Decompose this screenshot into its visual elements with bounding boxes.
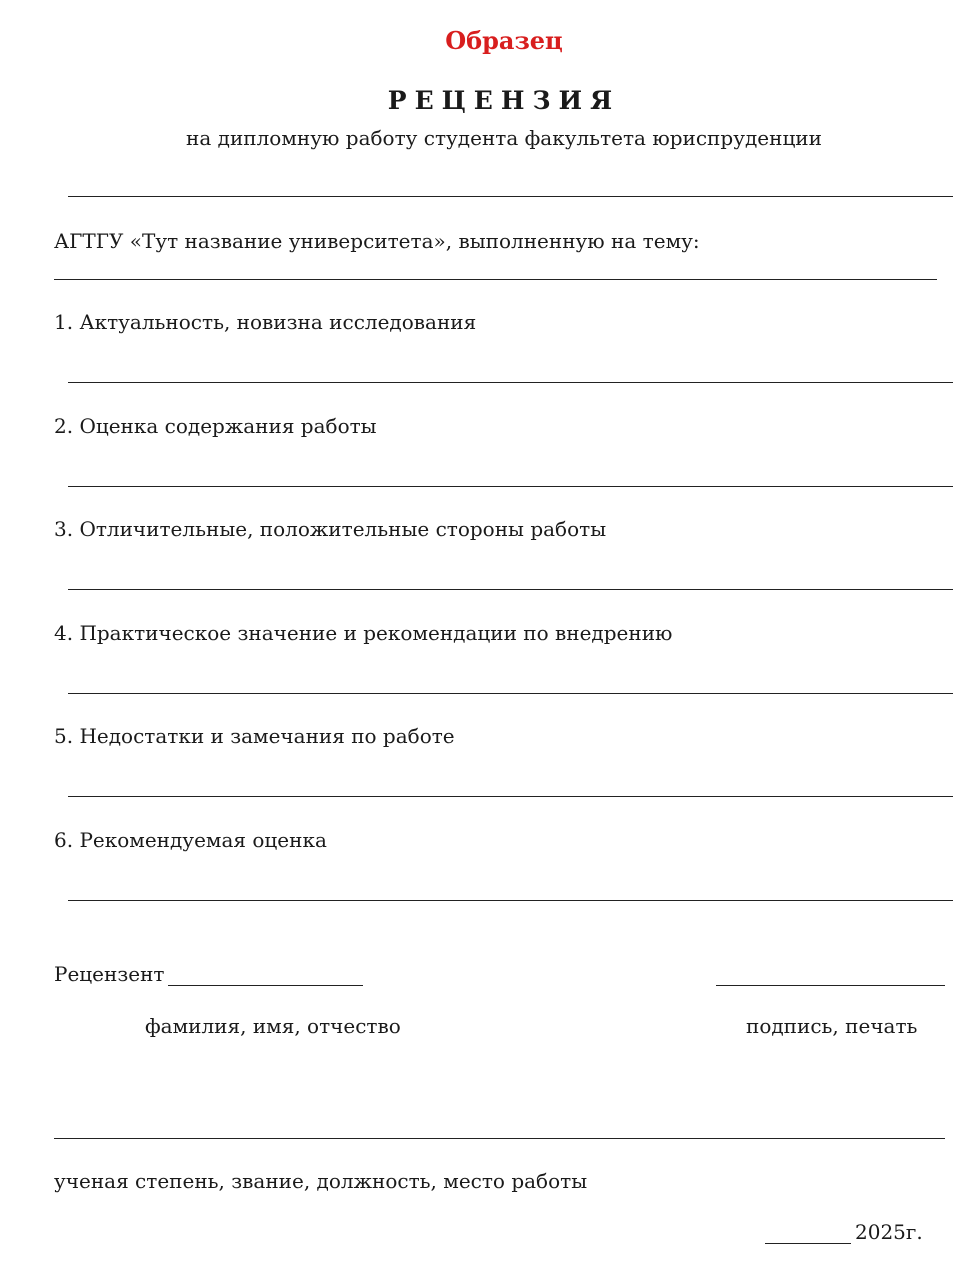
document-title: РЕЦЕНЗИЯ: [387, 86, 621, 115]
university-line: АГТГУ «Тут название университета», выполненную на тему:: [54, 229, 700, 253]
degree-caption: ученая степень, звание, должность, место работы: [54, 1169, 588, 1193]
date-line: [765, 1243, 851, 1244]
reviewer-label: Рецензент: [54, 962, 165, 986]
section-heading: 4. Практическое значение и рекомендации по внедрению: [54, 621, 673, 645]
signature-caption: подпись, печать: [746, 1014, 918, 1038]
section-heading: 5. Недостатки и замечания по работе: [54, 724, 455, 748]
topic-line: [54, 279, 937, 280]
section-answer-line: [68, 589, 953, 590]
name-caption: фамилия, имя, отчество: [145, 1014, 401, 1038]
signature-line: [716, 985, 945, 986]
student-name-line: [68, 196, 953, 197]
degree-line: [54, 1138, 945, 1139]
year-text: 2025г.: [855, 1220, 923, 1244]
section-answer-line: [68, 693, 953, 694]
section-heading: 6. Рекомендуемая оценка: [54, 828, 327, 852]
section-answer-line: [68, 796, 953, 797]
reviewer-name-line: [168, 985, 363, 986]
section-heading: 1. Актуальность, новизна исследования: [54, 310, 477, 334]
section-heading: 3. Отличительные, положительные стороны работы: [54, 517, 607, 541]
section-answer-line: [68, 486, 953, 487]
sample-label: Образец: [445, 26, 563, 55]
section-heading: 2. Оценка содержания работы: [54, 414, 377, 438]
section-answer-line: [68, 900, 953, 901]
document-subtitle: на дипломную работу студента факультета юриспруденции: [186, 126, 822, 150]
section-answer-line: [68, 382, 953, 383]
